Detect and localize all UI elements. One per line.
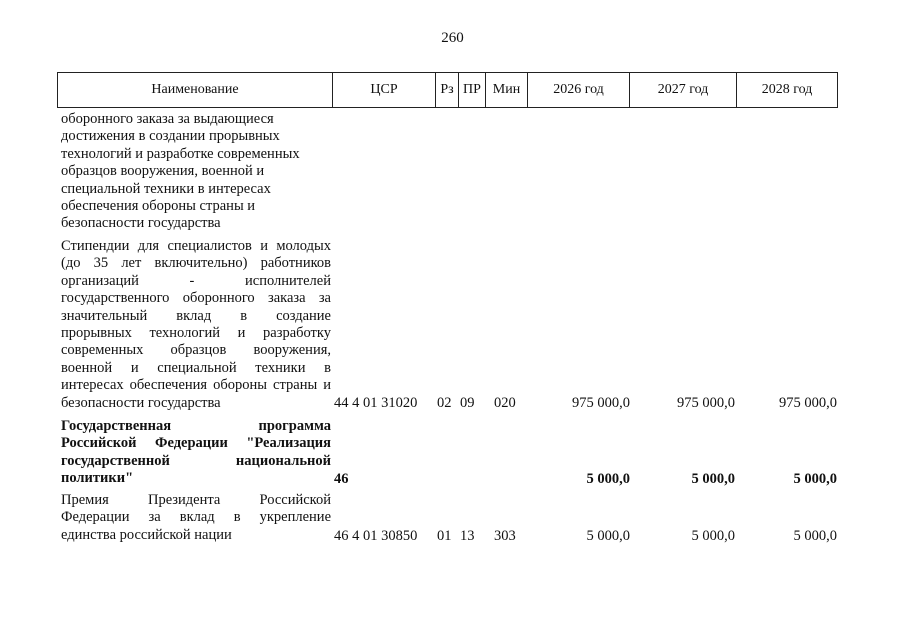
- y2028-cell: 975 000,0: [779, 395, 837, 411]
- header-2028: 2028 год: [761, 82, 813, 97]
- y2028-cell: 5 000,0: [793, 528, 837, 544]
- name-line: значительный вклад в создание: [61, 307, 331, 324]
- name-line: современных образцов вооружения,: [61, 342, 331, 359]
- name-line: Премия Президента Российской: [61, 492, 331, 508]
- header-pr: ПР: [459, 73, 486, 107]
- table-row: [0, 394, 905, 412]
- header-min: Мин: [486, 73, 528, 107]
- y2028-cell: 5 000,0: [793, 471, 837, 487]
- header-csr: ЦСР: [333, 73, 436, 107]
- name-line: государственной национальной: [61, 452, 331, 469]
- row-0-name: [61, 111, 331, 251]
- min-cell: 020: [494, 395, 516, 411]
- name-text: [61, 111, 331, 233]
- header-name: Наименование: [58, 73, 333, 107]
- name-line: обеспечения обороны страны и: [61, 198, 256, 215]
- name-line: оборонного заказа за выдающиеся: [61, 111, 274, 127]
- csr-cell: 44 4 01 31020: [334, 395, 418, 411]
- name-line: специальной техники в интересах: [61, 180, 271, 197]
- pr-cell: 13: [460, 528, 475, 544]
- name-line: достижения в создании прорывных: [61, 128, 280, 145]
- name-line: организаций - исполнителей: [61, 272, 331, 289]
- y2026-cell: 5 000,0: [586, 528, 630, 544]
- table-row: [0, 527, 905, 545]
- pr-cell: 09: [460, 395, 475, 411]
- csr-cell: 46: [334, 471, 349, 487]
- name-line: Стипендии для специалистов и молодых: [61, 238, 331, 254]
- name-line: политики": [61, 470, 134, 487]
- y2027-cell: 5 000,0: [691, 471, 735, 487]
- name-line: Государственная программа: [61, 418, 331, 434]
- name-line: безопасности государства: [61, 215, 221, 232]
- table-row: [0, 470, 905, 488]
- y2027-cell: 5 000,0: [691, 528, 735, 544]
- name-line: военной и специальной техники в: [61, 359, 331, 376]
- header-2026: 2026 год: [528, 73, 630, 107]
- name-line: Российской Федерации "Реализация: [61, 435, 331, 452]
- y2027-cell: 975 000,0: [677, 395, 735, 411]
- y2026-cell: 5 000,0: [586, 471, 630, 487]
- min-cell: 303: [494, 528, 516, 544]
- name-line: безопасности государства: [61, 394, 221, 411]
- page-number: 260: [441, 30, 464, 46]
- header-2027: 2027 год: [630, 73, 737, 107]
- name-line: интересах обеспечения обороны страны и: [61, 377, 331, 394]
- name-text: [61, 238, 331, 412]
- name-line: государственного оборонного заказа за: [61, 290, 331, 307]
- y2026-cell: 975 000,0: [572, 395, 630, 411]
- name-line: (до 35 лет включительно) работников: [61, 255, 331, 272]
- rz-cell: 01: [437, 528, 452, 544]
- csr-cell: 46 4 01 30850: [334, 528, 418, 544]
- table-header: [57, 72, 838, 108]
- name-line: прорывных технологий и разработку: [61, 325, 331, 342]
- name-line: образцов вооружения, военной и: [61, 163, 265, 180]
- name-line: технологий и разработке современных: [61, 145, 300, 162]
- rz-cell: 02: [437, 395, 452, 411]
- name-line: Федерации за вклад в укрепление: [61, 509, 331, 526]
- header-rz: Рз: [436, 73, 459, 107]
- name-line: единства российской нации: [61, 526, 232, 543]
